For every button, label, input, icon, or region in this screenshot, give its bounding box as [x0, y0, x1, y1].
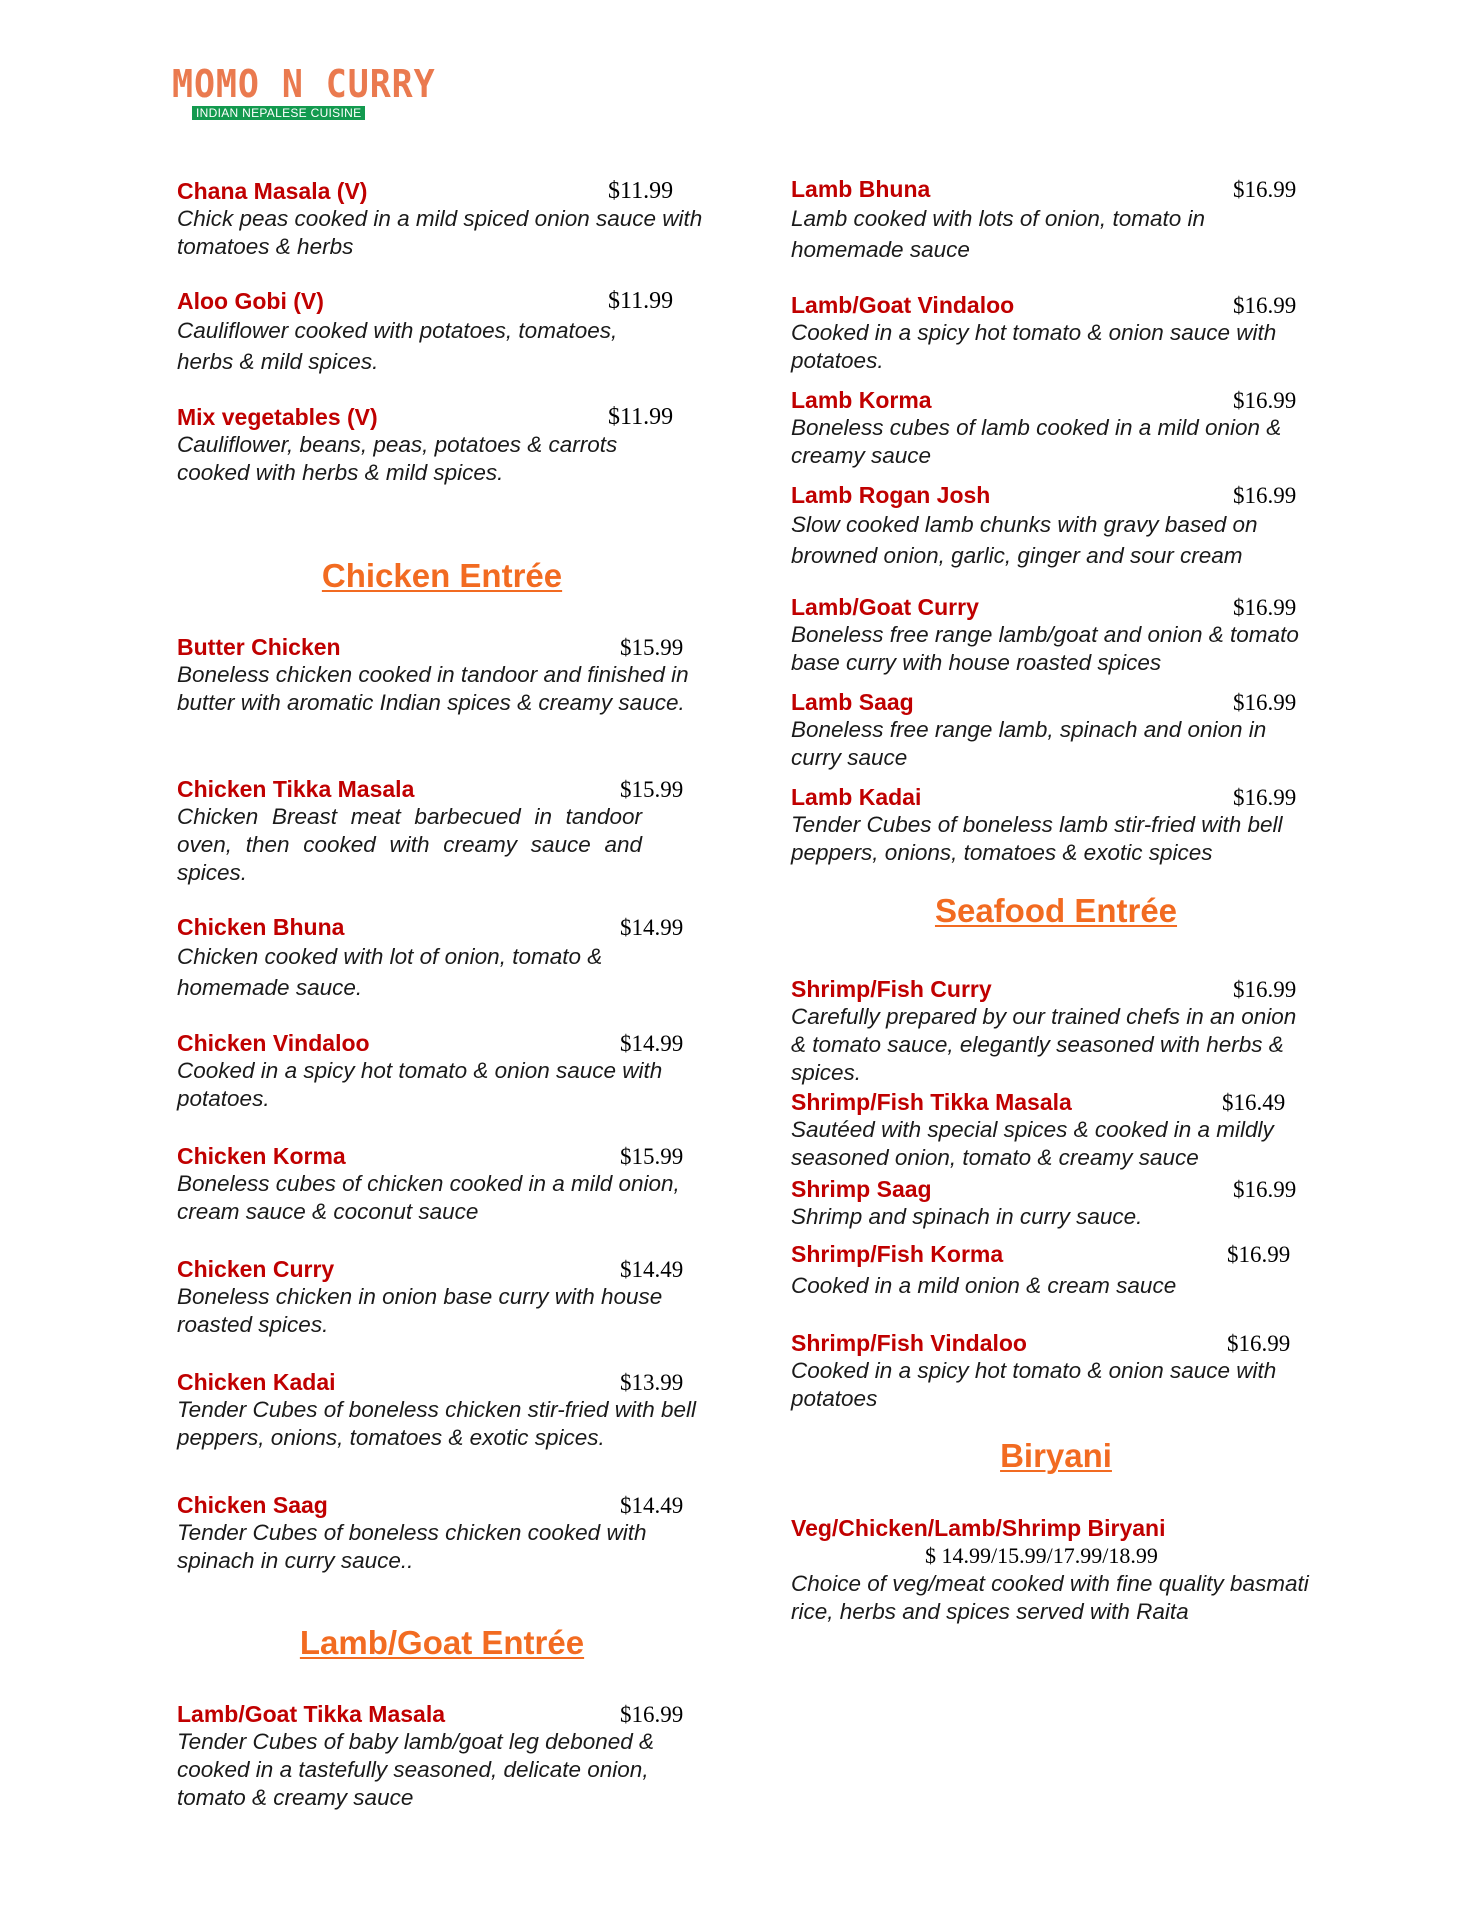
- item-name: Mix vegetables (V): [177, 404, 378, 430]
- restaurant-logo: [172, 62, 436, 122]
- menu-item-chana-masala: [177, 178, 707, 261]
- menu-item-lamb-kadai: [791, 784, 1311, 867]
- section-heading-seafood: Seafood Entrée: [934, 892, 1178, 929]
- section-heading-lamb-goat: Lamb/Goat Entrée: [299, 1624, 585, 1661]
- item-price: $15.99: [620, 635, 684, 660]
- item-price: $14.49: [620, 1257, 684, 1282]
- item-price: $16.99: [1233, 785, 1297, 810]
- item-price: $16.99: [1227, 1242, 1291, 1267]
- item-price: $13.99: [620, 1370, 684, 1395]
- item-price: $14.99: [620, 915, 684, 940]
- menu-item-chicken-curry: [177, 1256, 717, 1339]
- item-price: $16.49: [1222, 1090, 1286, 1115]
- item-price: $16.99: [1233, 977, 1297, 1002]
- menu-item-shrimp-fish-curry: [791, 976, 1311, 1087]
- item-description: Tender Cubes of baby lamb/goat leg deboned & cooked in a tastefully seasoned, delicate onion, tomato & creamy sauce: [177, 1729, 655, 1810]
- item-description: Shrimp and spinach in curry sauce.: [791, 1204, 1143, 1229]
- item-price: $16.99: [1233, 388, 1297, 413]
- item-description: Boneless cubes of lamb cooked in a mild onion & creamy sauce: [791, 415, 1282, 468]
- item-price: $15.99: [620, 777, 684, 802]
- item-price: $16.99: [1233, 1177, 1297, 1202]
- item-description: Chicken Breast meat barbecued in tandoor oven, then cooked with creamy sauce and spices.: [177, 804, 642, 885]
- item-name: Lamb Bhuna: [791, 176, 931, 202]
- menu-item-chicken-vindaloo: [177, 1030, 717, 1113]
- section-heading-chicken: Chicken Entrée: [321, 557, 563, 594]
- item-price: $16.99: [1233, 483, 1297, 508]
- menu-item-shrimp-saag: [791, 1176, 1311, 1231]
- item-description: Boneless free range lamb/goat and onion & tomato base curry with house roasted spices: [791, 622, 1299, 675]
- item-price: $11.99: [608, 404, 674, 430]
- item-name: Lamb/Goat Vindaloo: [791, 292, 1015, 318]
- item-description: Cooked in a spicy hot tomato & onion sauce with potatoes.: [177, 1058, 663, 1111]
- item-description: Boneless chicken in onion base curry with house roasted spices.: [177, 1284, 663, 1337]
- item-name: Shrimp/Fish Curry: [791, 976, 992, 1002]
- menu-item-chicken-kadai: [177, 1369, 707, 1452]
- item-price: $14.99: [620, 1031, 684, 1056]
- item-name: Lamb/Goat Tikka Masala: [177, 1701, 446, 1727]
- item-price: $16.99: [620, 1702, 684, 1727]
- item-price: $16.99: [1233, 177, 1297, 202]
- item-description: Cauliflower cooked with potatoes, tomatoes, herbs & mild spices.: [177, 318, 618, 374]
- item-description: Cooked in a mild onion & cream sauce: [791, 1273, 1177, 1298]
- menu-item-lamb-goat-vindaloo: [791, 292, 1326, 375]
- item-description: Chick peas cooked in a mild spiced onion sauce with tomatoes & herbs: [177, 206, 703, 259]
- item-description: Carefully prepared by our trained chefs in an onion & tomato sauce, elegantly seasoned with herbs & spices.: [791, 1004, 1297, 1085]
- menu-item-lamb-goat-curry: [791, 594, 1311, 677]
- menu-item-shrimp-fish-vindaloo: [791, 1330, 1331, 1413]
- item-name: Lamb/Goat Curry: [791, 594, 979, 620]
- menu-item-shrimp-fish-tikka-masala: [791, 1089, 1331, 1172]
- item-name: Shrimp/Fish Korma: [791, 1241, 1004, 1267]
- menu-item-chicken-tikka-masala: [177, 776, 684, 887]
- item-price: $11.99: [608, 288, 674, 314]
- item-name: Chicken Kadai: [177, 1369, 336, 1395]
- item-description: Boneless free range lamb, spinach and onion in curry sauce: [791, 717, 1267, 770]
- item-description: Choice of veg/meat cooked with fine quality basmati rice, herbs and spices served with Raita: [791, 1571, 1309, 1624]
- menu-item-aloo-gobi: [177, 288, 677, 377]
- item-price: $16.99: [1233, 293, 1297, 318]
- item-description: Boneless chicken cooked in tandoor and finished in butter with aromatic Indian spices & creamy sauce.: [177, 662, 689, 715]
- item-description: Chicken cooked with lot of onion, tomato & homemade sauce.: [177, 944, 603, 1000]
- item-description: Tender Cubes of boneless chicken stir-fried with bell peppers, onions, tomatoes & exotic spices.: [177, 1397, 697, 1450]
- menu-item-lamb-goat-tikka-masala: [177, 1701, 687, 1812]
- item-description: Tender Cubes of boneless lamb stir-fried with bell peppers, onions, tomatoes & exotic spices: [791, 812, 1283, 865]
- item-price: $16.99: [1227, 1331, 1291, 1356]
- item-description: Slow cooked lamb chunks with gravy based on browned onion, garlic, ginger and sour cream: [791, 512, 1258, 568]
- item-description: Sautéed with special spices & cooked in a mildly seasoned onion, tomato & creamy sauce: [791, 1117, 1274, 1170]
- item-name: Shrimp/Fish Tikka Masala: [791, 1089, 1072, 1115]
- item-price: $16.99: [1233, 690, 1297, 715]
- menu-item-lamb-korma: [791, 387, 1311, 470]
- menu-item-shrimp-fish-korma: [791, 1241, 1311, 1300]
- item-price: $16.99: [1233, 595, 1297, 620]
- item-price: $15.99: [620, 1144, 684, 1169]
- item-description: Boneless cubes of chicken cooked in a mild onion, cream sauce & coconut sauce: [177, 1171, 680, 1224]
- menu-item-lamb-rogan-josh: [791, 482, 1311, 571]
- item-name: Lamb Saag: [791, 689, 914, 715]
- item-name: Chicken Vindaloo: [177, 1030, 370, 1056]
- menu-item-mix-vegetables: [177, 404, 674, 487]
- menu-item-lamb-bhuna: [791, 176, 1301, 265]
- item-name: Aloo Gobi (V): [177, 288, 324, 314]
- logo-title: MOMO N CURRY: [172, 62, 436, 106]
- item-description: Tender Cubes of boneless chicken cooked with spinach in curry sauce..: [177, 1520, 647, 1573]
- item-name: Shrimp Saag: [791, 1176, 932, 1202]
- item-price: $11.99: [608, 178, 674, 204]
- item-name: Chicken Saag: [177, 1492, 328, 1518]
- item-name: Chana Masala (V): [177, 178, 368, 204]
- section-heading-biryani: Biryani: [1000, 1437, 1112, 1474]
- menu-item-biryani: [791, 1515, 1331, 1626]
- item-price: $ 14.99/15.99/17.99/18.99: [925, 1543, 1158, 1568]
- item-description: Cooked in a spicy hot tomato & onion sauce with potatoes.: [791, 320, 1277, 373]
- item-name: Shrimp/Fish Vindaloo: [791, 1330, 1027, 1356]
- item-description: Lamb cooked with lots of onion, tomato in homemade sauce: [791, 206, 1205, 262]
- menu-item-chicken-saag: [177, 1492, 707, 1575]
- item-price: $14.49: [620, 1493, 684, 1518]
- item-name: Chicken Bhuna: [177, 914, 345, 940]
- item-name: Butter Chicken: [177, 634, 341, 660]
- item-name: Veg/Chicken/Lamb/Shrimp Biryani: [791, 1515, 1166, 1541]
- item-description: Cooked in a spicy hot tomato & onion sauce with potatoes: [791, 1358, 1277, 1411]
- menu-item-chicken-korma: [177, 1143, 687, 1226]
- item-name: Lamb Kadai: [791, 784, 922, 810]
- item-name: Lamb Korma: [791, 387, 932, 413]
- menu-item-butter-chicken: [177, 634, 697, 717]
- item-name: Chicken Tikka Masala: [177, 776, 415, 802]
- menu-item-lamb-saag: [791, 689, 1311, 772]
- item-name: Chicken Korma: [177, 1143, 346, 1169]
- menu-item-chicken-bhuna: [177, 914, 684, 1003]
- item-name: Chicken Curry: [177, 1256, 335, 1282]
- logo-tagline: INDIAN NEPALESE CUISINE: [192, 106, 365, 120]
- item-name: Lamb Rogan Josh: [791, 482, 991, 508]
- item-description: Cauliflower, beans, peas, potatoes & carrots cooked with herbs & mild spices.: [177, 432, 618, 485]
